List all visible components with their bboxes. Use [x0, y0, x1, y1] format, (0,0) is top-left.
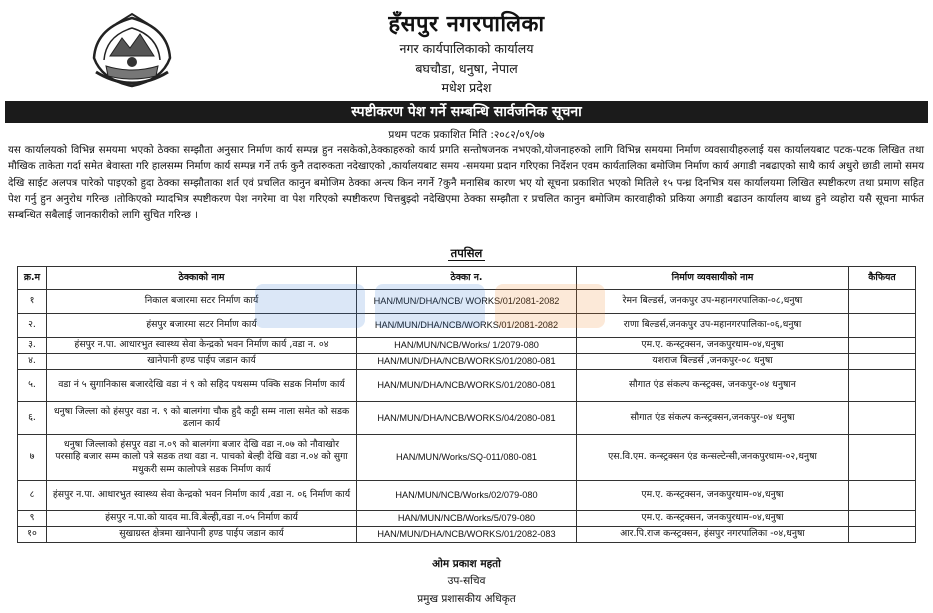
details-heading-label: तपसिल [448, 246, 486, 261]
cell-contract-name: हंसपुर बजारमा सटर निर्माण कार्य [47, 314, 357, 338]
office-address: बघचौडा, धनुषा, नेपाल [415, 61, 518, 76]
cell-remarks [849, 314, 916, 338]
cell-remarks [849, 354, 916, 370]
cell-contract-no: HAN/MUN/DHA/NCB/WORKS/01/2082-083 [357, 527, 577, 543]
cell-contract-name: वडा नं ५ सुगानिकास बजारदेखि वडा नं ९ को सहिद पथसम्म पक्कि सडक निर्माण कार्य [47, 370, 357, 402]
cell-remarks [849, 290, 916, 314]
table-row [18, 435, 916, 481]
cell-sn: ४. [18, 354, 47, 370]
header-sn: क्र.म [18, 267, 47, 290]
office-name: नगर कार्यपालिकाको कार्यालय [399, 41, 534, 56]
cell-contract-name: निकाल बजारमा सटर निर्माण कार्य [47, 290, 357, 314]
cell-contractor: एस.वि.एम. कन्स्ट्रक्सन एंड कन्सल्टेन्सी,जनकपुरधाम-०२,धनुषा [577, 435, 849, 481]
header [0, 0, 933, 100]
header-contract-no: ठेक्का न. [357, 267, 577, 290]
cell-contract-no: HAN/MUN/DHA/NCB/ WORKS/01/2081-2082 [357, 290, 577, 314]
notice-title-banner: स्पष्टीकरण पेश गर्ने सम्बन्धि सार्वजनिक सूचना [5, 101, 928, 123]
cell-contract-no: HAN/MUN/DHA/NCB/WORKS/01/2081-2082 [357, 314, 577, 338]
notice-body: यस कार्यालयको विभिन्न समयमा भएको ठेक्का सम्झौता अनुसार निर्माण कार्य सम्पन्न हुन नसकेको,ठेक्काहरुको कार्य प्रगति सन्तोषजनक नभएको,योजनाहरुको लागि विभिन्न समयमा निर्माण व्यवसायीहरुलाई यस कार्यालयबाट पटक-पटक लिखित तथा मौखिक ताकेता गर्दा समेत बेवास्ता गरि हालसम्म निर्माण कार्य सम्पन्न गर्ने तर्फ कुनै तदारुकता नदेखाएको ,कार्यालयबाट समय -समयमा प्रदान गरिएका निर्देशन एवम कार्यतालिका बमोजिम निर्माण कार्य अगाडी नबढाएको साथै कार्य अधुरो छाडी लामो समय देखि साईट अलपत्र पारेको पाइएको हुदा ठेक्का सम्झौताका शर्त एवं प्रचलित कानुन बमोजिम ठेक्का अन्त्य किन नगर्ने ?कुनै मनासिब कारण भए यो सूचना प्रकाशित भएको मितिले १५ पन्ध्र दिनभित्र यस कार्यालयमा लिखित स्पष्टीकरण तथा प्रमाण सहित पेश गर्नु हुन अनुरोध गरिन्छ ।तोकिएको म्यादभित्र स्पष्टीकरण पेश नगरेमा वा पेश गरिएको स्पष्टीकरण चित्तबुझ्दो नदेखिएमा ठेक्का सम्झौता र प्रचलित कानुन बमोजिम कारवाहीको प्रकिया अगाडी बढाउन कार्यालय बाध्य हुने व्यहोरा यसै सूचना मार्फत सम्बन्धित सबैलाई जानकारीको लागि सुचित गरिन्छ । [8, 145, 924, 222]
header-contract-name: ठेक्काको नाम [47, 267, 357, 290]
cell-remarks [849, 511, 916, 527]
table-row [18, 511, 916, 527]
table-row [18, 527, 916, 543]
cell-contractor: रेमन बिल्डर्स, जनकपुर उप-महानगरपालिका-०८,धनुषा [577, 290, 849, 314]
cell-sn: ५. [18, 370, 47, 402]
table-row [18, 481, 916, 511]
cell-sn: ३. [18, 338, 47, 354]
cell-remarks [849, 402, 916, 435]
cell-contractor: सौगात एंड संकल्प कन्स्ट्रक्सन,जनकपुर-०४ धनुषा [577, 402, 849, 435]
cell-contract-name: हंसपुर न.पा.को यादव मा.वि.बेल्ही,वडा न.०५ निर्माण कार्य [47, 511, 357, 527]
cell-contractor: एम.ए. कन्स्ट्रक्सन, जनकपुरधाम-०४,धनुषा [577, 511, 849, 527]
cell-contractor: आर.पि.राज कन्स्ट्रक्सन, हंसपुर नगरपालिका -०४,धनुषा [577, 527, 849, 543]
cell-contract-no: HAN/MUN/NCB/Works/5/079-080 [357, 511, 577, 527]
signatory-name: ओम प्रकाश महतो [432, 558, 501, 570]
org-name: हँसपुर नगरपालिका [388, 12, 545, 37]
header-remarks: कैफियत [849, 267, 916, 290]
table-row [18, 290, 916, 314]
cell-contract-name: खानेपानी हण्ड पाईप जडान कार्य [47, 354, 357, 370]
cell-sn: ७ [18, 435, 47, 481]
works-table [17, 266, 916, 543]
cell-contract-no: HAN/MUN/Works/SQ-011/080-081 [357, 435, 577, 481]
table-row [18, 370, 916, 402]
cell-contract-name: हंसपुर न.पा. आधारभुत स्वास्थ्य सेवा केन्द्रको भवन निर्माण कार्य ,वडा न. ०६ निर्माण कार्य [47, 481, 357, 511]
cell-remarks [849, 435, 916, 481]
table-row [18, 314, 916, 338]
cell-sn: १० [18, 527, 47, 543]
cell-contract-name: धनुषा जिल्ला को हंसपुर वडा न. ९ को बालगंगा चौक हुदै कट्टी सम्म नाला समेत को सडक ढलान कार्य [47, 402, 357, 435]
cell-remarks [849, 527, 916, 543]
cell-contract-name: धनुषा जिल्लाको हंसपुर वडा न.०९ को बालगंगा बजार देखि वडा न.०७ को नौवाखोर परसाहि बजार सम्म कालो पत्रे सडक तथा वडा न. पाचको बेल्ही देखि वडा न.०४ को सुगा मधुकरी सम्म कालोपत्रे सडक निर्माण कार्य [47, 435, 357, 481]
signatory-designation: प्रमुख प्रशासकीय अधिकृत [417, 593, 516, 605]
table-row [18, 338, 916, 354]
table-row [18, 402, 916, 435]
publish-date: प्रथम पटक प्रकाशित मिति :२०८२/०९/०७ [388, 129, 545, 141]
cell-sn: ९ [18, 511, 47, 527]
table-row [18, 354, 916, 370]
cell-contractor: सौगात एंड संकल्प कन्स्ट्रक्स, जनकपुर-०४ धनुषान [577, 370, 849, 402]
cell-contract-no: HAN/MUN/DHA/NCB/WORKS/01/2080-081 [357, 370, 577, 402]
table-header-row [18, 267, 916, 290]
cell-contractor: एम.ए. कन्स्ट्रक्सन, जनकपुरधाम-०४,धनुषा [577, 338, 849, 354]
cell-contractor: एम.ए. कन्स्ट्रक्सन, जनकपुरधाम-०४,धनुषा [577, 481, 849, 511]
cell-remarks [849, 338, 916, 354]
details-heading [0, 246, 933, 261]
cell-contract-name: सुखाग्रस्त क्षेत्रमा खानेपानी हण्ड पाईप जडान कार्य [47, 527, 357, 543]
cell-sn: ८ [18, 481, 47, 511]
cell-sn: २. [18, 314, 47, 338]
cell-contract-no: HAN/MUN/DHA/NCB/WORKS/01/2080-081 [357, 354, 577, 370]
cell-sn: १ [18, 290, 47, 314]
signatory-title: उप-सचिव [447, 575, 486, 587]
province-name: मधेश प्रदेश [441, 80, 492, 95]
cell-contract-no: HAN/MUN/NCB/Works/ 1/2079-080 [357, 338, 577, 354]
cell-contract-name: हंसपुर न.पा. आधारभुत स्वास्थ्य सेवा केन्द्रको भवन निर्माण कार्य ,वडा न. ०४ [47, 338, 357, 354]
cell-sn: ६. [18, 402, 47, 435]
cell-contractor: राणा बिल्डर्स,जनकपुर उप-महानगरपालिका-०६,धनुषा [577, 314, 849, 338]
cell-contract-no: HAN/MUN/NCB/Works/02/079-080 [357, 481, 577, 511]
cell-remarks [849, 481, 916, 511]
cell-remarks [849, 370, 916, 402]
cell-contractor: यशराज बिल्डर्स ,जनकपुर-०८ धनुषा [577, 354, 849, 370]
header-contractor: निर्माण व्यवसायीको नाम [577, 267, 849, 290]
cell-contract-no: HAN/MUN/DHA/NCB/WORKS/04/2080-081 [357, 402, 577, 435]
